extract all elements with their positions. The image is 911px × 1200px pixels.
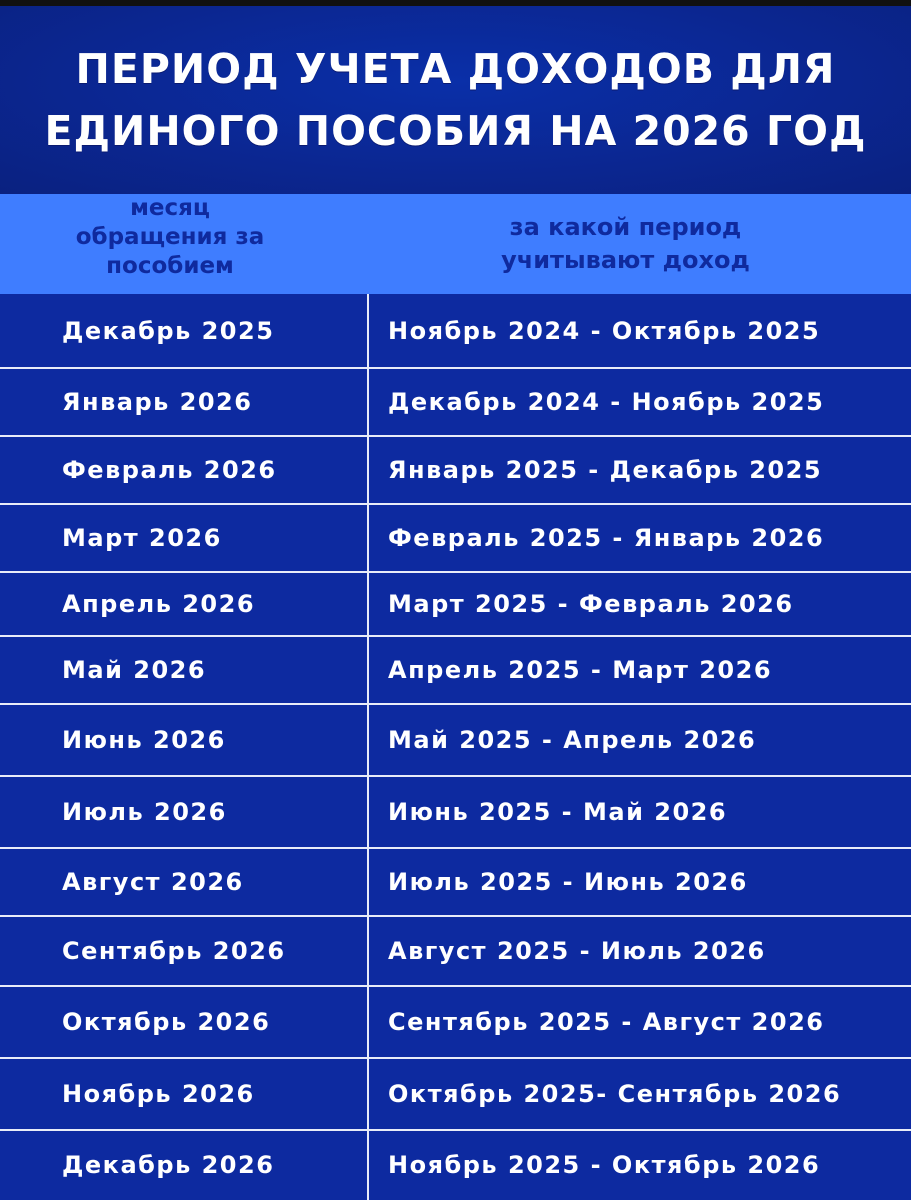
cell-income-period: Июнь 2025 - Май 2026 [388, 798, 728, 826]
table-row [0, 704, 911, 776]
cell-application-month: Июнь 2026 [62, 726, 226, 754]
cell-application-month: Октябрь 2026 [62, 1008, 271, 1036]
cell-income-period: Ноябрь 2024 - Октябрь 2025 [388, 317, 821, 345]
cell-application-month: Январь 2026 [62, 388, 253, 416]
cell-application-month: Февраль 2026 [62, 456, 277, 484]
table-row [0, 572, 911, 636]
table-row [0, 294, 911, 368]
header-month-label: месяц обращения за пособием [75, 195, 265, 279]
table-row [0, 636, 911, 704]
cell-application-month: Сентябрь 2026 [62, 937, 286, 965]
table-row [0, 916, 911, 986]
table-header [0, 194, 911, 294]
cell-income-period: Август 2025 - Июль 2026 [388, 937, 766, 965]
cell-income-period: Февраль 2025 - Январь 2026 [388, 524, 825, 552]
table-row [0, 368, 911, 436]
cell-income-period: Октябрь 2025- Сентябрь 2026 [388, 1080, 842, 1108]
cell-application-month: Декабрь 2025 [62, 317, 275, 345]
period-table [0, 294, 911, 1200]
table-row [0, 986, 911, 1058]
header-cell-period [370, 194, 911, 294]
table-row [0, 504, 911, 572]
page-title-line-1: ПЕРИОД УЧЕТА ДОХОДОВ ДЛЯ [75, 45, 836, 93]
cell-application-month: Июль 2026 [62, 798, 227, 826]
cell-income-period: Сентябрь 2025 - Август 2026 [388, 1008, 825, 1036]
table-row [0, 776, 911, 848]
cell-income-period: Ноябрь 2025 - Октябрь 2026 [388, 1151, 821, 1179]
cell-income-period: Декабрь 2024 - Ноябрь 2025 [388, 388, 825, 416]
cell-application-month: Декабрь 2026 [62, 1151, 275, 1179]
cell-application-month: Ноябрь 2026 [62, 1080, 255, 1108]
header-cell-month [0, 194, 370, 294]
table-row [0, 1130, 911, 1200]
cell-income-period: Апрель 2025 - Март 2026 [388, 656, 773, 684]
cell-application-month: Август 2026 [62, 868, 244, 896]
table-row [0, 1058, 911, 1130]
cell-application-month: Март 2026 [62, 524, 222, 552]
header-period-label: за какой период учитывают доход [501, 213, 750, 274]
cell-income-period: Март 2025 - Февраль 2026 [388, 590, 794, 618]
page-title-line-2: ЕДИНОГО ПОСОБИЯ НА 2026 ГОД [44, 107, 867, 155]
cell-income-period: Январь 2025 - Декабрь 2025 [388, 456, 823, 484]
title-banner [0, 6, 911, 194]
table-row [0, 436, 911, 504]
cell-income-period: Май 2025 - Апрель 2026 [388, 726, 757, 754]
cell-application-month: Апрель 2026 [62, 590, 256, 618]
cell-income-period: Июль 2025 - Июнь 2026 [388, 868, 748, 896]
cell-application-month: Май 2026 [62, 656, 207, 684]
table-row [0, 848, 911, 916]
